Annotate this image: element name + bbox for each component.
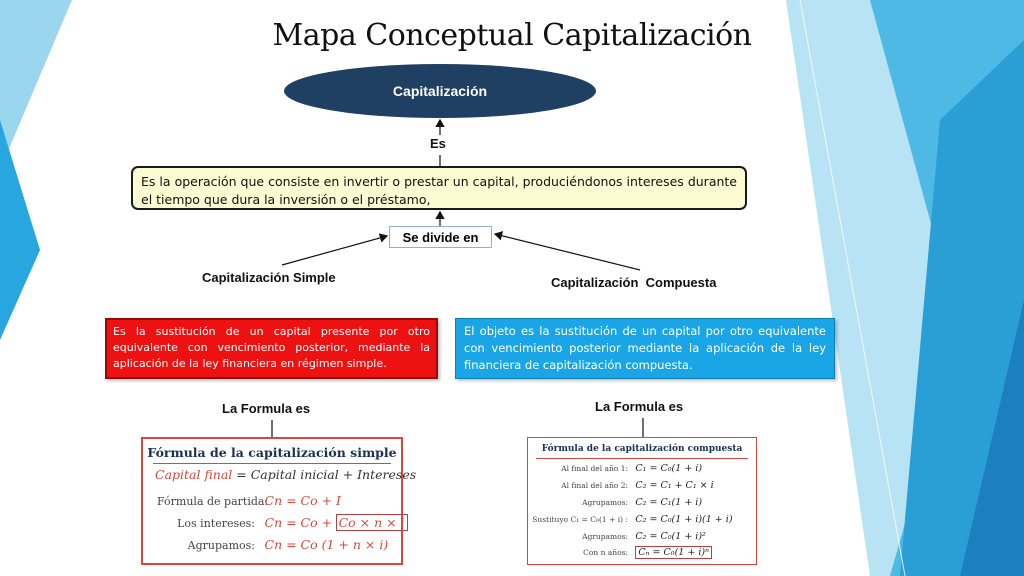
simple-headline-lhs: Capital final	[155, 467, 233, 482]
simple-heading: Capitalización Simple	[202, 270, 336, 285]
arrow-simple-to-divide	[282, 236, 387, 265]
simple-row: Agrupamos: Cn = Co (1 + n × i)	[187, 537, 389, 552]
compuesta-row: Agrupamos: C₂ = C₁(1 + i)	[582, 497, 703, 508]
simple-card-title: Fórmula de la capitalización simple	[147, 445, 397, 460]
simple-formula-label: La Formula es	[222, 401, 311, 416]
simple-row: Los intereses: Cn = Co + Co × n × i	[157, 515, 408, 530]
simple-formula-card	[141, 437, 417, 565]
definition-box: Es la operación que consiste en invertir o prestar un capital, produciéndonos intereses durante el tiempo que dura la inversión o el préstamo,	[131, 166, 747, 210]
compuesta-row: Con n años: Cₙ = C₀(1 + i)ⁿ	[532, 547, 712, 558]
simple-interest-highlight: Co × n × i	[336, 514, 408, 531]
divide-box: Se divide en	[389, 226, 492, 248]
simple-description: Es la sustitución de un capital presente por otro equivalente con vencimiento posterior, mediante la aplicación de la ley financiera en régimen simple.	[105, 318, 438, 379]
simple-row: Fórmula de partida: Cn = Co + I	[157, 493, 341, 508]
compuesta-formula-label: La Formula es	[595, 399, 684, 414]
compuesta-formula-card	[527, 437, 757, 565]
compuesta-card-title: Fórmula de la capitalización compuesta	[541, 444, 743, 454]
compuesta-row: Sustituyo C₁ = C₀(1 + i) : C₂ = C₀(1 + i)(1 + i)	[532, 514, 733, 525]
compuesta-row: Al final del año 2: C₂ = C₁ + C₁ × i	[561, 480, 714, 491]
arrow-compuesta-to-divide	[495, 234, 640, 270]
compuesta-row: Al final del año 1: C₁ = C₀(1 + i)	[561, 463, 703, 474]
page-title: Mapa Conceptual Capitalización	[272, 18, 752, 53]
connector-es: Es	[430, 136, 446, 151]
simple-headline-rhs: = Capital inicial + Intereses	[236, 467, 417, 482]
compuesta-row: Agrupamos: C₂ = C₀(1 + i)²	[582, 531, 706, 542]
compuesta-final-highlight: Cₙ = C₀(1 + i)ⁿ	[635, 546, 712, 559]
compuesta-heading: Capitalización Compuesta	[551, 275, 717, 290]
compuesta-description: El objeto es la sustitución de un capital por otro equivalente con vencimiento posterior mediante la aplicación de la ley financiera de capitalización compuesta.	[455, 318, 835, 379]
simple-headline	[155, 467, 416, 482]
root-concept: Capitalización	[284, 64, 596, 118]
